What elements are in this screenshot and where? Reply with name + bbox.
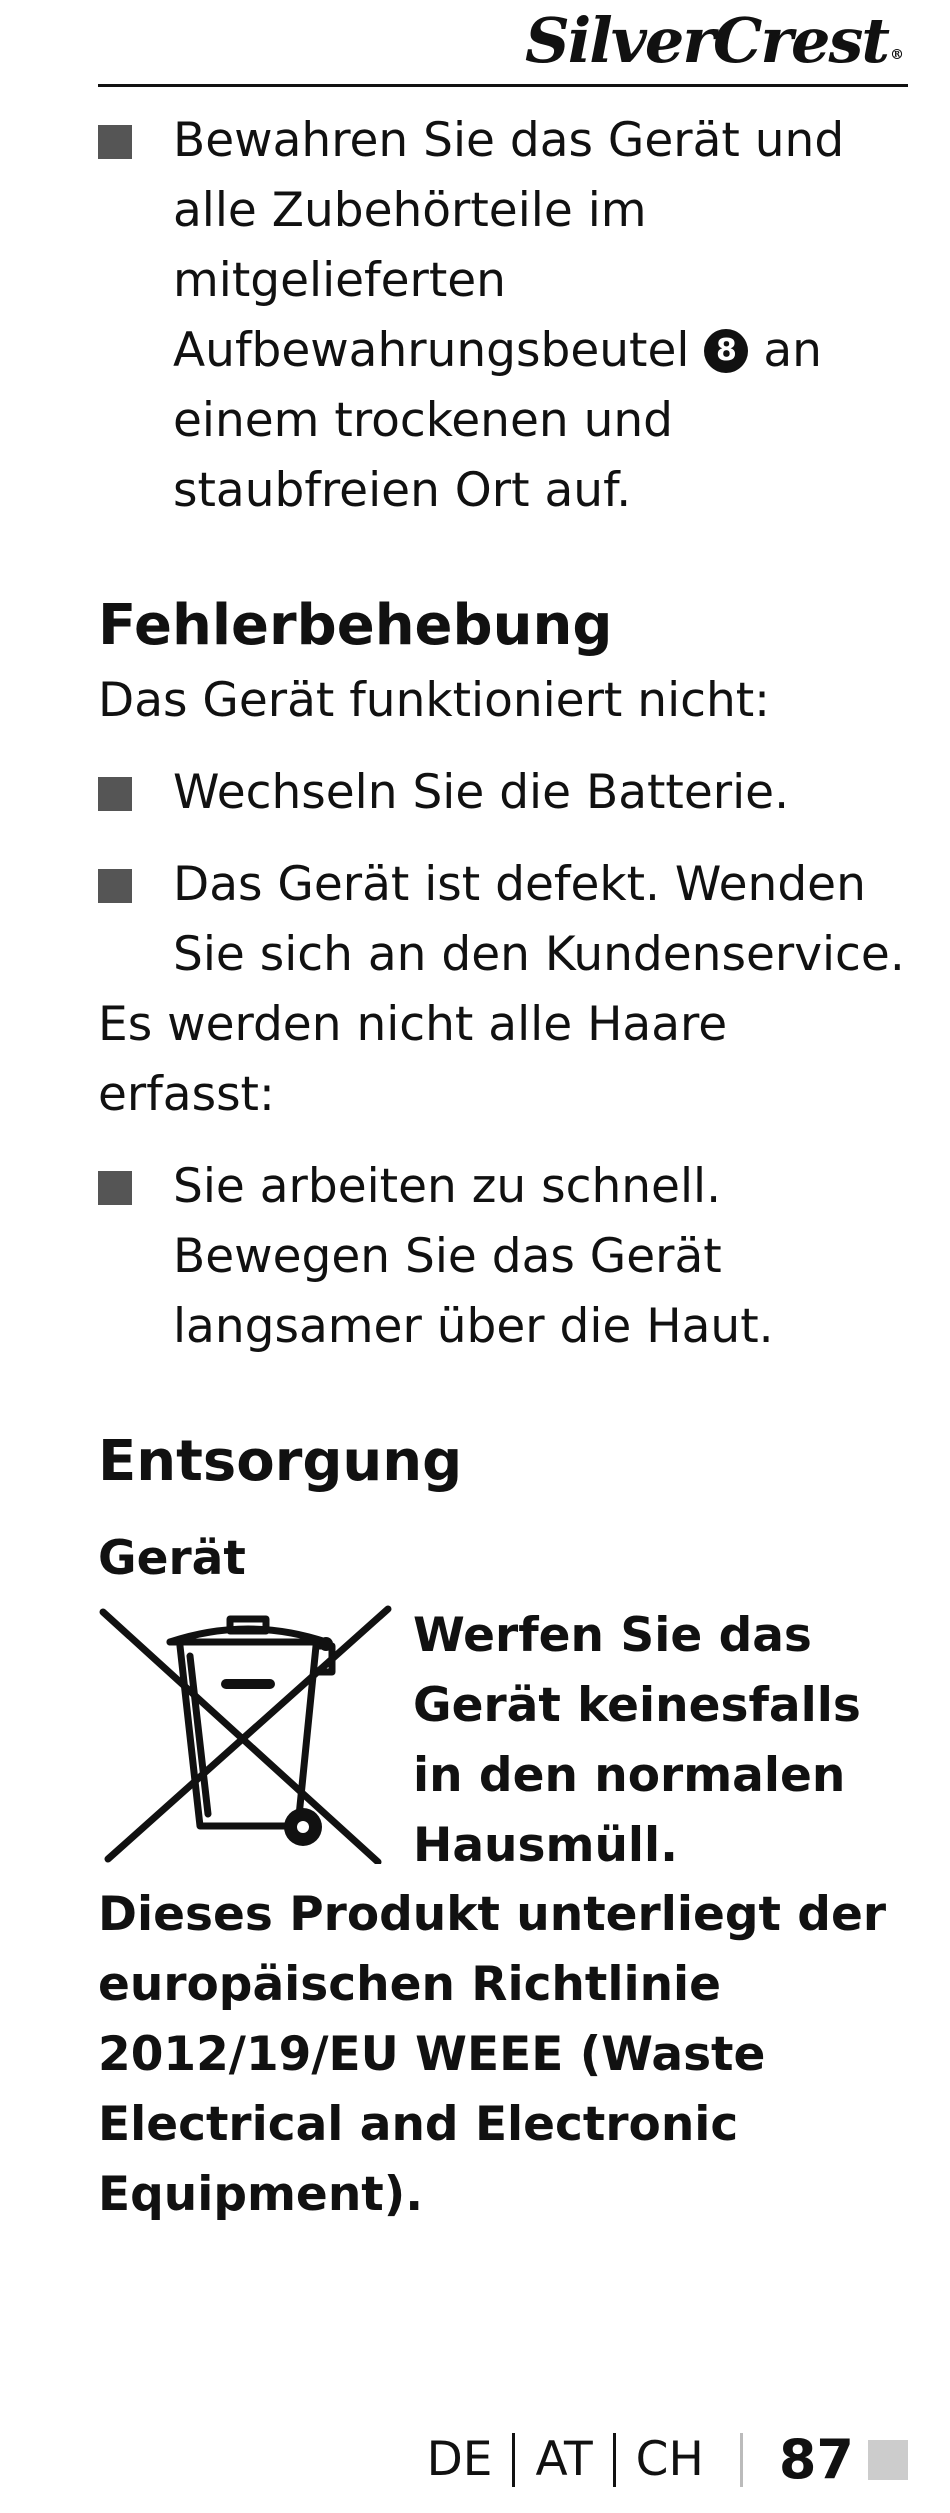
troubleshooting-heading: Fehlerbehebung bbox=[98, 593, 613, 658]
device-subheading: Gerät bbox=[98, 1531, 246, 1586]
footer-separator bbox=[740, 2433, 743, 2487]
problem-2-text: Es werden nicht alle Haare erfasst: bbox=[98, 997, 728, 1122]
brand-logo bbox=[525, 6, 902, 76]
bullet-square-icon bbox=[98, 125, 132, 159]
solution-text: Das Gerät ist defekt. Wenden Sie sich an den Kundenservice. bbox=[173, 857, 905, 982]
problem-1-text: Das Gerät funktioniert nicht: bbox=[98, 673, 771, 728]
crossed-out-wheelie-bin-icon bbox=[98, 1604, 398, 1864]
page-marker-square bbox=[868, 2440, 908, 2480]
page-content bbox=[98, 106, 908, 2230]
storage-text-after: an einem trockenen und staubfreien Ort auf. bbox=[173, 323, 822, 518]
page-footer bbox=[427, 2425, 908, 2495]
storage-bullet bbox=[98, 106, 908, 526]
storage-text-before: Bewahren Sie das Gerät und alle Zubehörteile im mitgelieferten Aufbewahrungsbeutel bbox=[173, 113, 845, 378]
bullet-square-icon bbox=[98, 1171, 132, 1205]
header-rule bbox=[98, 84, 908, 87]
problem-1-solution-2 bbox=[98, 850, 908, 990]
bullet-square-icon bbox=[98, 777, 132, 811]
disposal-warning: Werfen Sie das Gerät keinesfalls in den normalen Hausmüll. bbox=[413, 1608, 861, 1873]
solution-text: Wechseln Sie die Batterie. bbox=[173, 765, 790, 820]
footer-separator bbox=[613, 2433, 616, 2487]
bullet-square-icon bbox=[98, 869, 132, 903]
country-de: DE bbox=[426, 2432, 493, 2487]
brand-name: SilverCrest bbox=[524, 4, 888, 77]
weee-notice bbox=[98, 1604, 908, 1880]
reference-number-badge: 8 bbox=[704, 329, 748, 373]
solution-text: Sie arbeiten zu schnell. Bewegen Sie das Gerät langsamer über die Haut. bbox=[173, 1159, 774, 1354]
weee-directive-text: Dieses Produkt unterliegt der europäischen Richtlinie 2012/19/EU WEEE (Waste Electrical and Electronic Equipment). bbox=[98, 1887, 887, 2222]
problem-1-solution-1 bbox=[98, 758, 908, 828]
country-at: AT bbox=[535, 2432, 593, 2487]
page-number: 87 bbox=[778, 2428, 854, 2491]
country-ch: CH bbox=[635, 2432, 704, 2487]
disposal-heading: Entsorgung bbox=[98, 1429, 463, 1494]
problem-2-solution-1 bbox=[98, 1152, 908, 1362]
footer-separator bbox=[512, 2433, 515, 2487]
registered-mark: ® bbox=[890, 47, 902, 63]
